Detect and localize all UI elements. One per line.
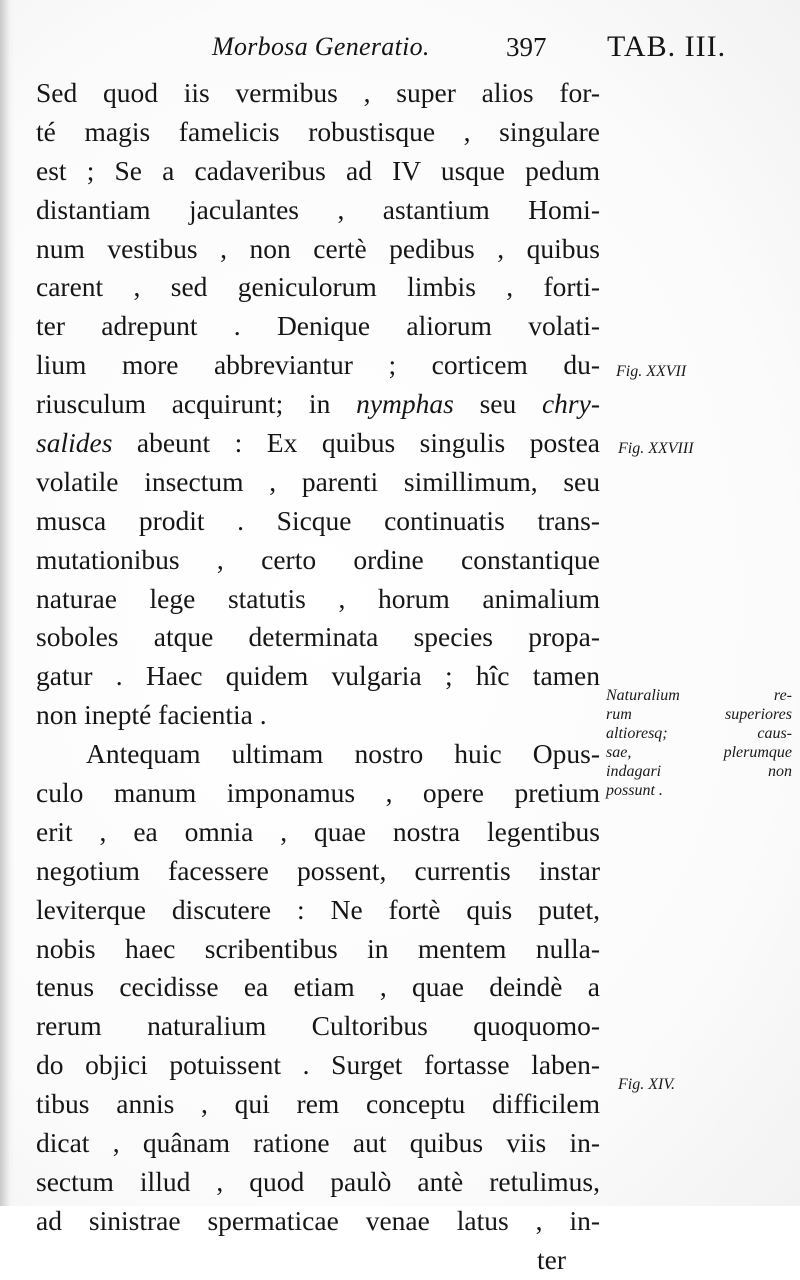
catchword: ter <box>536 1243 566 1275</box>
text-line: Sed quod iis vermibus , super alios for- <box>36 77 600 108</box>
text-line: carent , sed geniculorum limbis , forti- <box>36 271 600 303</box>
page-header <box>0 30 800 74</box>
page-gutter-shadow <box>0 0 14 1206</box>
text-line: té magis famelicis robustisque , singulare <box>36 115 600 147</box>
text-line: sectum illud , quod paulò antè retulimus, <box>36 1165 600 1197</box>
text-line: est ; Se a cadaveribus ad IV usque pedum <box>36 154 600 186</box>
text-line: negotium facessere possent, currentis instar <box>36 854 600 886</box>
italic-term-nymphas: nymphas <box>356 388 454 420</box>
text-line: ad sinistrae spermaticae venae latus , in- <box>36 1204 600 1236</box>
text-line: num vestibus , non certè pedibus , quibus <box>36 232 600 264</box>
text-segment: seu <box>453 388 542 420</box>
margin-note-fig-14: Fig. XIV. <box>618 1076 676 1093</box>
text-line: non inepté facientia . <box>36 699 267 731</box>
text-line: tenus cecidisse ea etiam , quae deindè a <box>36 971 600 1003</box>
italic-term-salides: salides <box>36 427 113 459</box>
text-line: distantiam jaculantes , astantium Homi- <box>36 193 600 225</box>
text-line: musca prodit . Sicque continuatis trans- <box>36 504 600 536</box>
margin-note-fig-28: Fig. XXVIII <box>618 440 694 457</box>
page-number: 397 <box>506 32 547 62</box>
text-line: mutationibus , certo ordine constantique <box>36 543 600 575</box>
text-line: lium more abbreviantur ; corticem du- <box>36 349 600 381</box>
running-head: Morbosa Generatio. <box>212 32 430 61</box>
side-note-line: possunt . <box>606 782 663 799</box>
side-note-line: indagari non <box>606 763 792 780</box>
plate-reference: TAB. III. <box>607 30 727 63</box>
text-line: ter adrepunt . Denique aliorum volati- <box>36 310 600 342</box>
text-line <box>36 385 600 424</box>
text-segment: riusculum acquirunt; in <box>36 388 357 420</box>
italic-term-chrysalides: chry- <box>541 388 600 420</box>
side-note-line: rum superiores <box>606 706 792 723</box>
text-line: soboles atque determinata species propa- <box>36 621 600 653</box>
text-line: volatile insectum , parenti simillimum, seu <box>36 465 600 497</box>
text-line: erit , ea omnia , quae nostra legentibus <box>36 815 600 847</box>
text-line: culo manum imponamus , opere pretium <box>36 777 600 809</box>
text-line: gatur . Haec quidem vulgaria ; hîc tamen <box>36 660 600 692</box>
text-line: nobis haec scribentibus in mentem nulla- <box>36 932 600 964</box>
main-text <box>36 74 600 1280</box>
text-line: leviterque discutere : Ne fortè quis putet, <box>36 893 600 925</box>
margin-side-note <box>606 686 792 800</box>
text-line: tibus annis , qui rem conceptu difficilem <box>36 1088 600 1120</box>
margin-note-fig-27: Fig. XXVII <box>616 363 687 380</box>
text-line: Antequam ultimam nostro huic Opus- <box>86 738 600 770</box>
text-line: dicat , quânam ratione aut quibus viis in- <box>36 1127 600 1159</box>
side-note-line: altioresq; caus- <box>606 725 792 742</box>
text-line: rerum naturalium Cultoribus quoquomo- <box>36 1010 600 1042</box>
text-line: naturae lege statutis , horum animalium <box>36 582 600 614</box>
side-note-line: Naturalium re- <box>606 687 792 704</box>
side-note-line: sae, plerumque <box>606 744 792 761</box>
text-line: do objici potuissent . Surget fortasse laben- <box>36 1049 600 1081</box>
text-line <box>36 424 600 463</box>
text-segment: abeunt : Ex quibus singulis postea <box>112 427 600 459</box>
